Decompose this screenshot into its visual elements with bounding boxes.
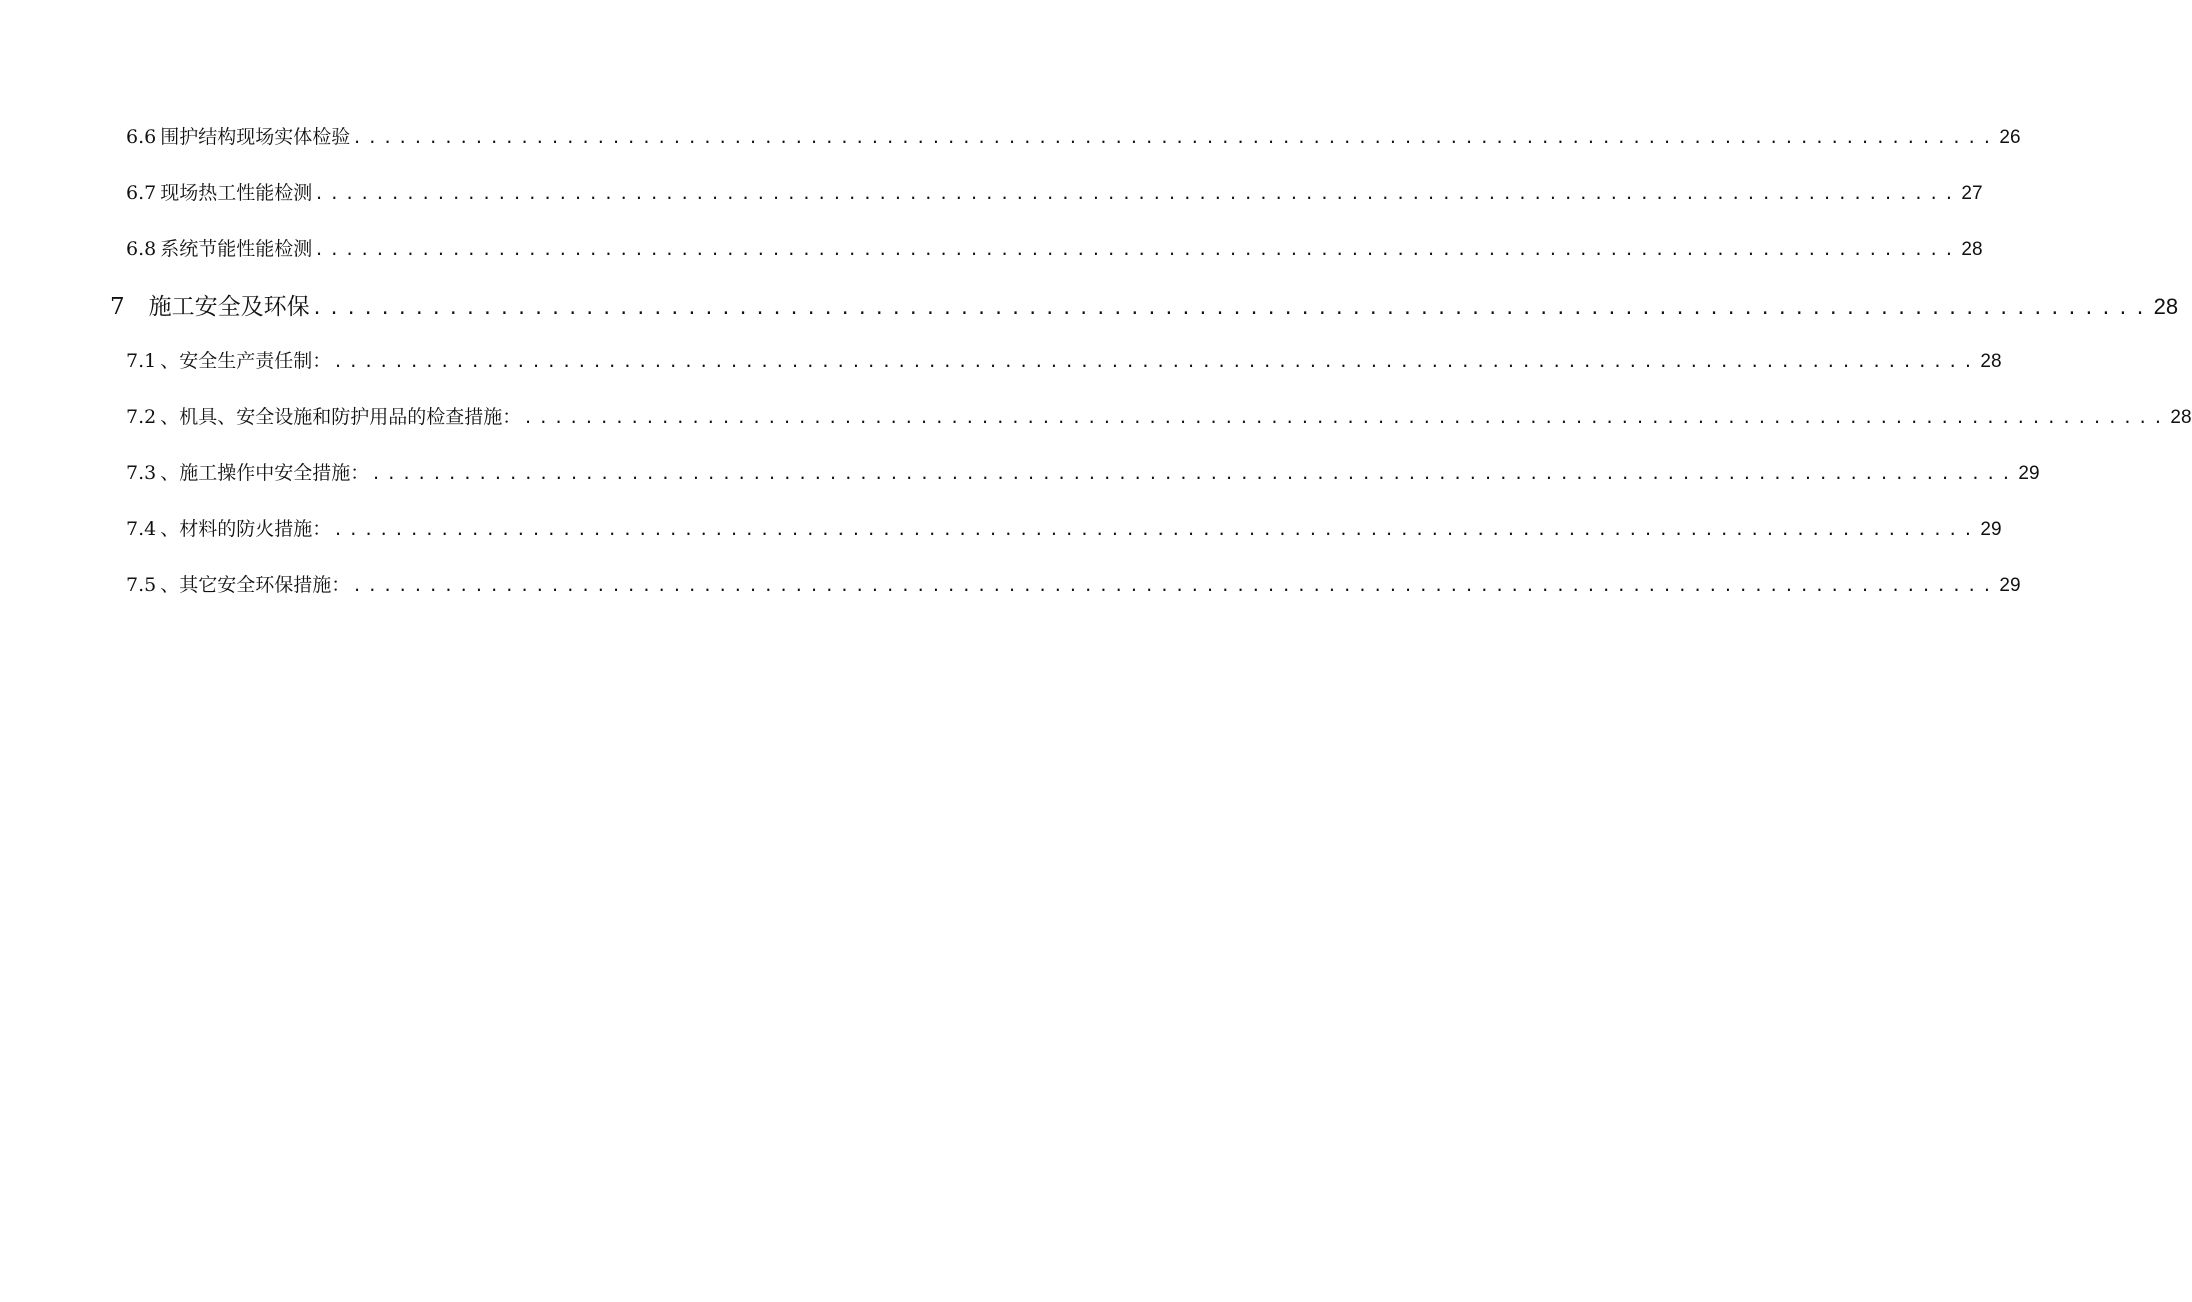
toc-entry-6-8[interactable] xyxy=(126,234,1983,261)
toc-entry-7-2[interactable] xyxy=(126,402,2192,429)
toc-title: 、安全生产责任制： xyxy=(160,350,332,372)
toc-entry-7-1[interactable] xyxy=(126,346,2002,373)
toc-entry-6-7[interactable] xyxy=(126,178,1983,205)
toc-page-number: 28 xyxy=(1980,351,2002,372)
toc-dot-leader: ............................................................................................................ xyxy=(352,576,1998,595)
toc-dot-leader: ............................................................................................................ xyxy=(523,408,2169,427)
toc-dot-leader: ............................................................................................................ xyxy=(314,184,1960,203)
toc-page-number: 29 xyxy=(2018,463,2040,484)
toc-title: 、材料的防火措施： xyxy=(160,518,332,540)
toc-title: 施工安全及环保 xyxy=(148,294,310,320)
toc-number: 6.6 xyxy=(126,126,157,148)
toc-dot-leader: ............................................................................................................ xyxy=(314,240,1960,259)
toc-page-number: 28 xyxy=(2153,294,2179,319)
toc-entry-7-5[interactable] xyxy=(126,570,2021,597)
toc-dot-leader: ............................................................................................................ xyxy=(352,128,1998,147)
toc-number: 7.2 xyxy=(126,406,157,428)
toc-dot-leader: ............................................................................................................ xyxy=(333,520,1979,539)
toc-dot-leader: ............................................................................................................ xyxy=(371,464,2017,483)
toc-page-number: 29 xyxy=(1980,519,2002,540)
toc-number: 7.1 xyxy=(126,350,157,372)
toc-title: 系统节能性能检测 xyxy=(160,238,313,260)
toc-dot-leader: ............................................................................................................ xyxy=(333,352,1979,371)
toc-entry-7[interactable] xyxy=(110,288,2179,321)
toc-entry-7-4[interactable] xyxy=(126,514,2002,541)
toc-title: 现场热工性能检测 xyxy=(160,182,313,204)
toc-entry-6-6[interactable] xyxy=(126,122,2021,149)
toc-number: 7.5 xyxy=(126,574,157,596)
toc-title: 围护结构现场实体检验 xyxy=(160,126,351,148)
toc-number: 6.8 xyxy=(126,238,157,260)
toc-title: 、机具、安全设施和防护用品的检查措施： xyxy=(160,406,522,428)
toc-page-number: 27 xyxy=(1961,183,1983,204)
toc-title: 、施工操作中安全措施： xyxy=(160,462,370,484)
toc-dot-leader: ............................................................................................................ xyxy=(311,298,2152,319)
toc-entry-7-3[interactable] xyxy=(126,458,2040,485)
toc-title: 、其它安全环保措施： xyxy=(160,574,351,596)
toc-page-number: 26 xyxy=(1999,127,2021,148)
toc-number: 6.7 xyxy=(126,182,157,204)
toc-number: 7.3 xyxy=(126,462,157,484)
toc-page-number: 29 xyxy=(1999,575,2021,596)
toc-number: 7.4 xyxy=(126,518,157,540)
toc-page-number: 28 xyxy=(1961,239,1983,260)
toc-page-number: 28 xyxy=(2170,407,2192,428)
toc-number: 7 xyxy=(110,294,125,320)
